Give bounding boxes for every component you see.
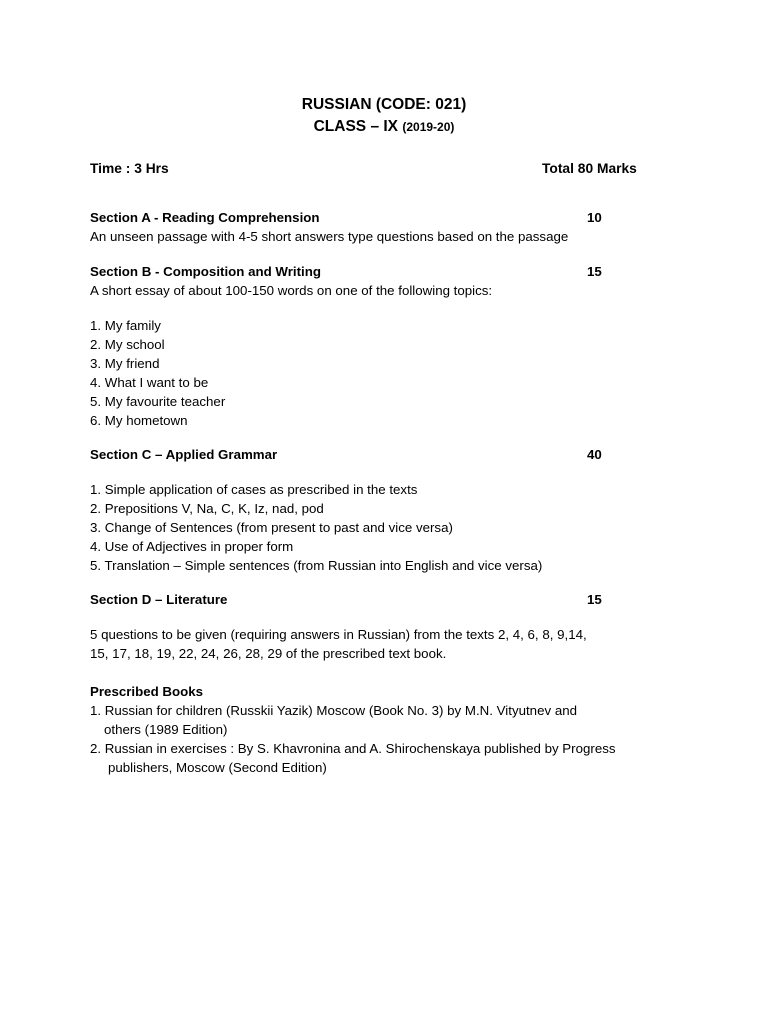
list-item: 1. My family [90,318,161,333]
class-label: CLASS – IX [313,118,399,135]
list-item: 1. Simple application of cases as prescribed in the texts [90,482,418,497]
list-item: 4. Use of Adjectives in proper form [90,539,294,554]
section-a-heading: Section A - Reading Comprehension [90,210,320,225]
section-d-description-line1: 5 questions to be given (requiring answers in Russian) from the texts 2, 4, 6, 8, 9,14, [90,627,587,642]
session-label: (2019-20) [402,120,455,134]
class-heading [0,118,768,136]
list-item: 3. Change of Sentences (from present to past and vice versa) [90,520,453,535]
section-c-marks: 40 [587,447,602,462]
list-item: 5. Translation – Simple sentences (from Russian into English and vice versa) [90,558,543,573]
list-item: 3. My friend [90,356,160,371]
list-item: 2. My school [90,337,165,352]
book-2-line-2: publishers, Moscow (Second Edition) [108,760,327,775]
total-marks: Total 80 Marks [542,161,637,176]
list-item: 4. What I want to be [90,375,209,390]
section-b-description: A short essay of about 100-150 words on one of the following topics: [90,283,493,298]
section-b-marks: 15 [587,264,602,279]
section-d-heading: Section D – Literature [90,592,228,607]
page-title: RUSSIAN (CODE: 021) [301,96,467,113]
books-heading: Prescribed Books [90,684,204,699]
book-1-line-1: 1. Russian for children (Russkii Yazik) Moscow (Book No. 3) by M.N. Vityutnev and [90,703,577,718]
section-c-heading: Section C – Applied Grammar [90,447,278,462]
book-1-line-2: others (1989 Edition) [104,722,228,737]
time-label: Time : 3 Hrs [90,161,169,176]
list-item: 2. Prepositions V, Na, C, K, Iz, nad, pod [90,501,324,516]
section-b-heading: Section B - Composition and Writing [90,264,321,279]
section-d-marks: 15 [587,592,602,607]
section-a-marks: 10 [587,210,602,225]
book-2-line-1: 2. Russian in exercises : By S. Khavronina and A. Shirochenskaya published by Progress [90,741,616,756]
list-item: 5. My favourite teacher [90,394,226,409]
list-item: 6. My hometown [90,413,188,428]
section-d-description-line2: 15, 17, 18, 19, 22, 24, 26, 28, 29 of the prescribed text book. [90,646,447,661]
section-a-description: An unseen passage with 4-5 short answers type questions based on the passage [90,229,569,244]
